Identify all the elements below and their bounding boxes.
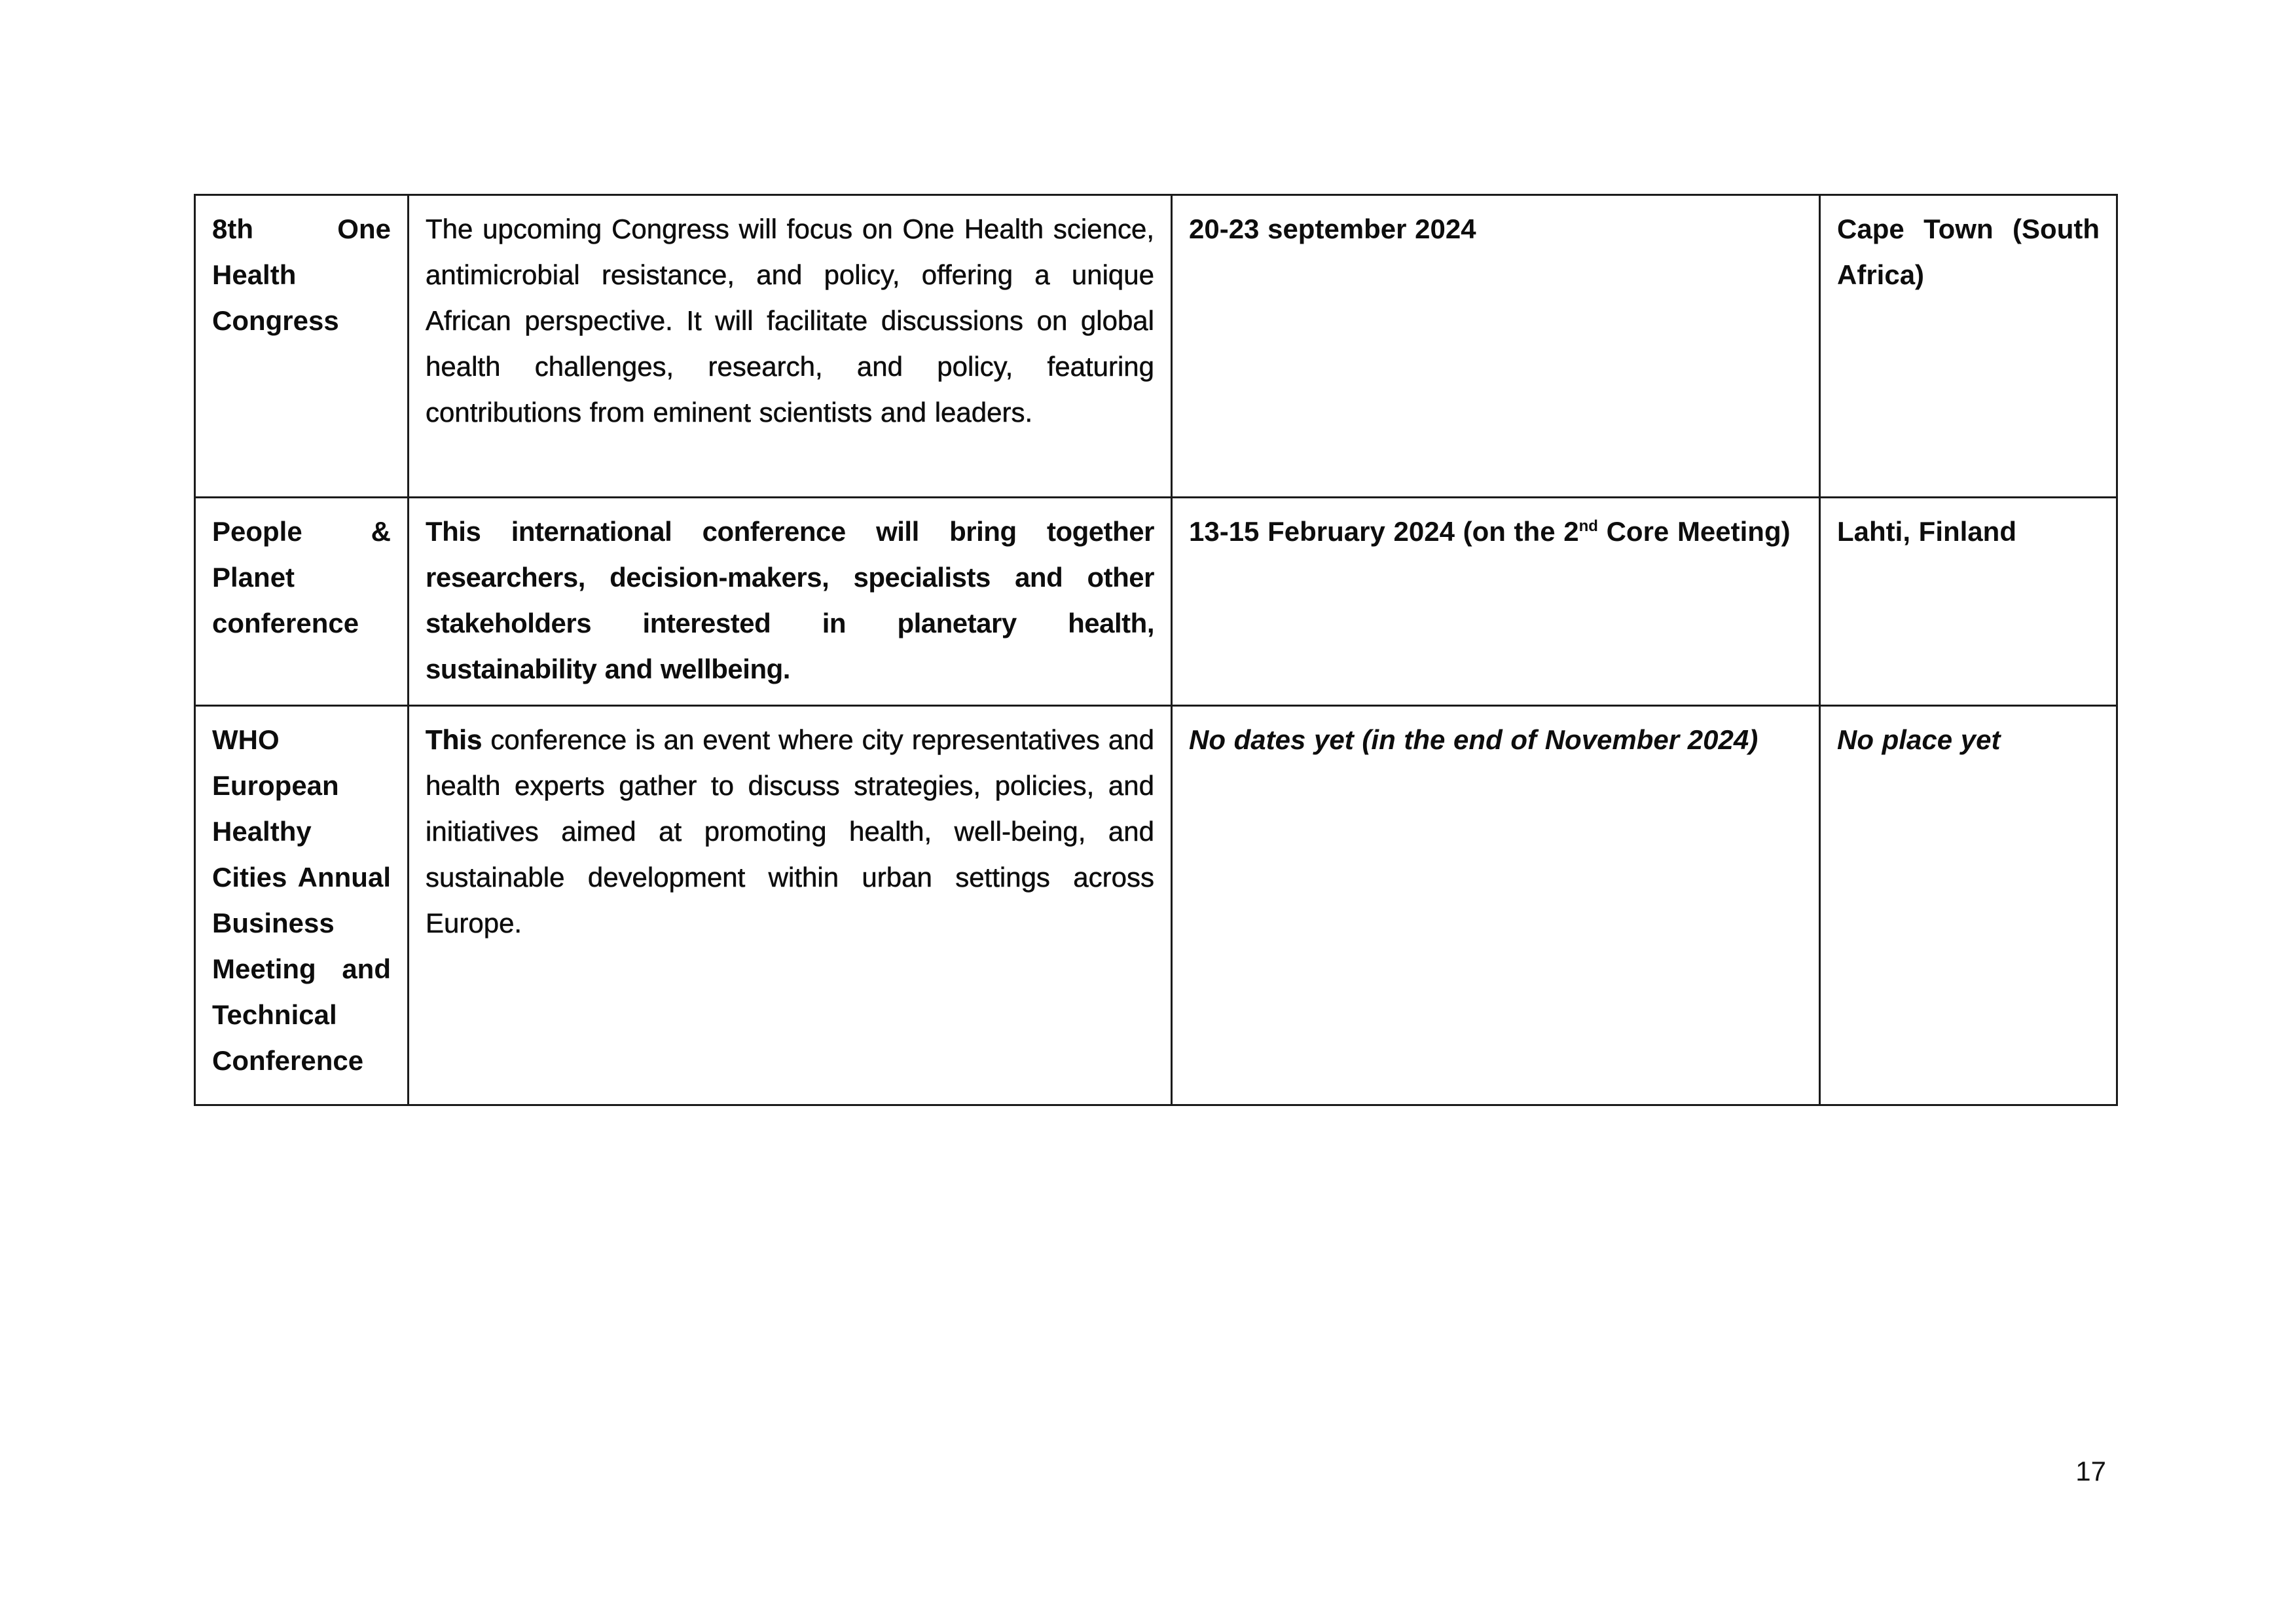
conference-location-cell: Lahti, Finland: [1820, 498, 2117, 706]
conference-dates-cell: [1172, 498, 1820, 706]
conference-description-cell: [409, 706, 1172, 1105]
dates-text: Core Meeting): [1597, 516, 1791, 547]
table-row: [195, 498, 2117, 706]
conference-description-cell: This international conference will bring together researchers, decision-makers, specialists and other stakeholders interested in planetary health, sustainability and wellbeing.: [409, 498, 1172, 706]
conference-table: [194, 194, 2118, 1106]
table-row: [195, 195, 2117, 498]
conference-name-cell: 8th One Health Congress: [195, 195, 409, 498]
conference-name-cell: WHO European Healthy Cities Annual Business Meeting and Technical Conference: [195, 706, 409, 1105]
description-text: conference is an event where city representatives and health experts gather to discuss strategies, policies, and initiatives aimed at promoting health, well-being, and sustainable development within urban settings across Europe.: [426, 724, 1154, 938]
conference-name-cell: People & Planet conference: [195, 498, 409, 706]
page-number: 17: [2075, 1456, 2106, 1486]
conference-location-cell: No place yet: [1820, 706, 2117, 1105]
ordinal-superscript: nd: [1578, 517, 1598, 535]
conference-dates-cell: No dates yet (in the end of November 2024): [1172, 706, 1820, 1105]
conference-dates-cell: 20-23 september 2024: [1172, 195, 1820, 498]
description-lead-word: This: [426, 724, 483, 755]
dates-text: 13-15 February 2024 (on the 2: [1189, 516, 1579, 547]
conference-description-cell: The upcoming Congress will focus on One Health science, antimicrobial resistance, and policy, offering a unique African perspective. It will facilitate discussions on global health challenges, research, and policy, featuring contributions from eminent scientists and leaders.: [409, 195, 1172, 498]
conference-location-cell: Cape Town (South Africa): [1820, 195, 2117, 498]
table-row: [195, 706, 2117, 1105]
